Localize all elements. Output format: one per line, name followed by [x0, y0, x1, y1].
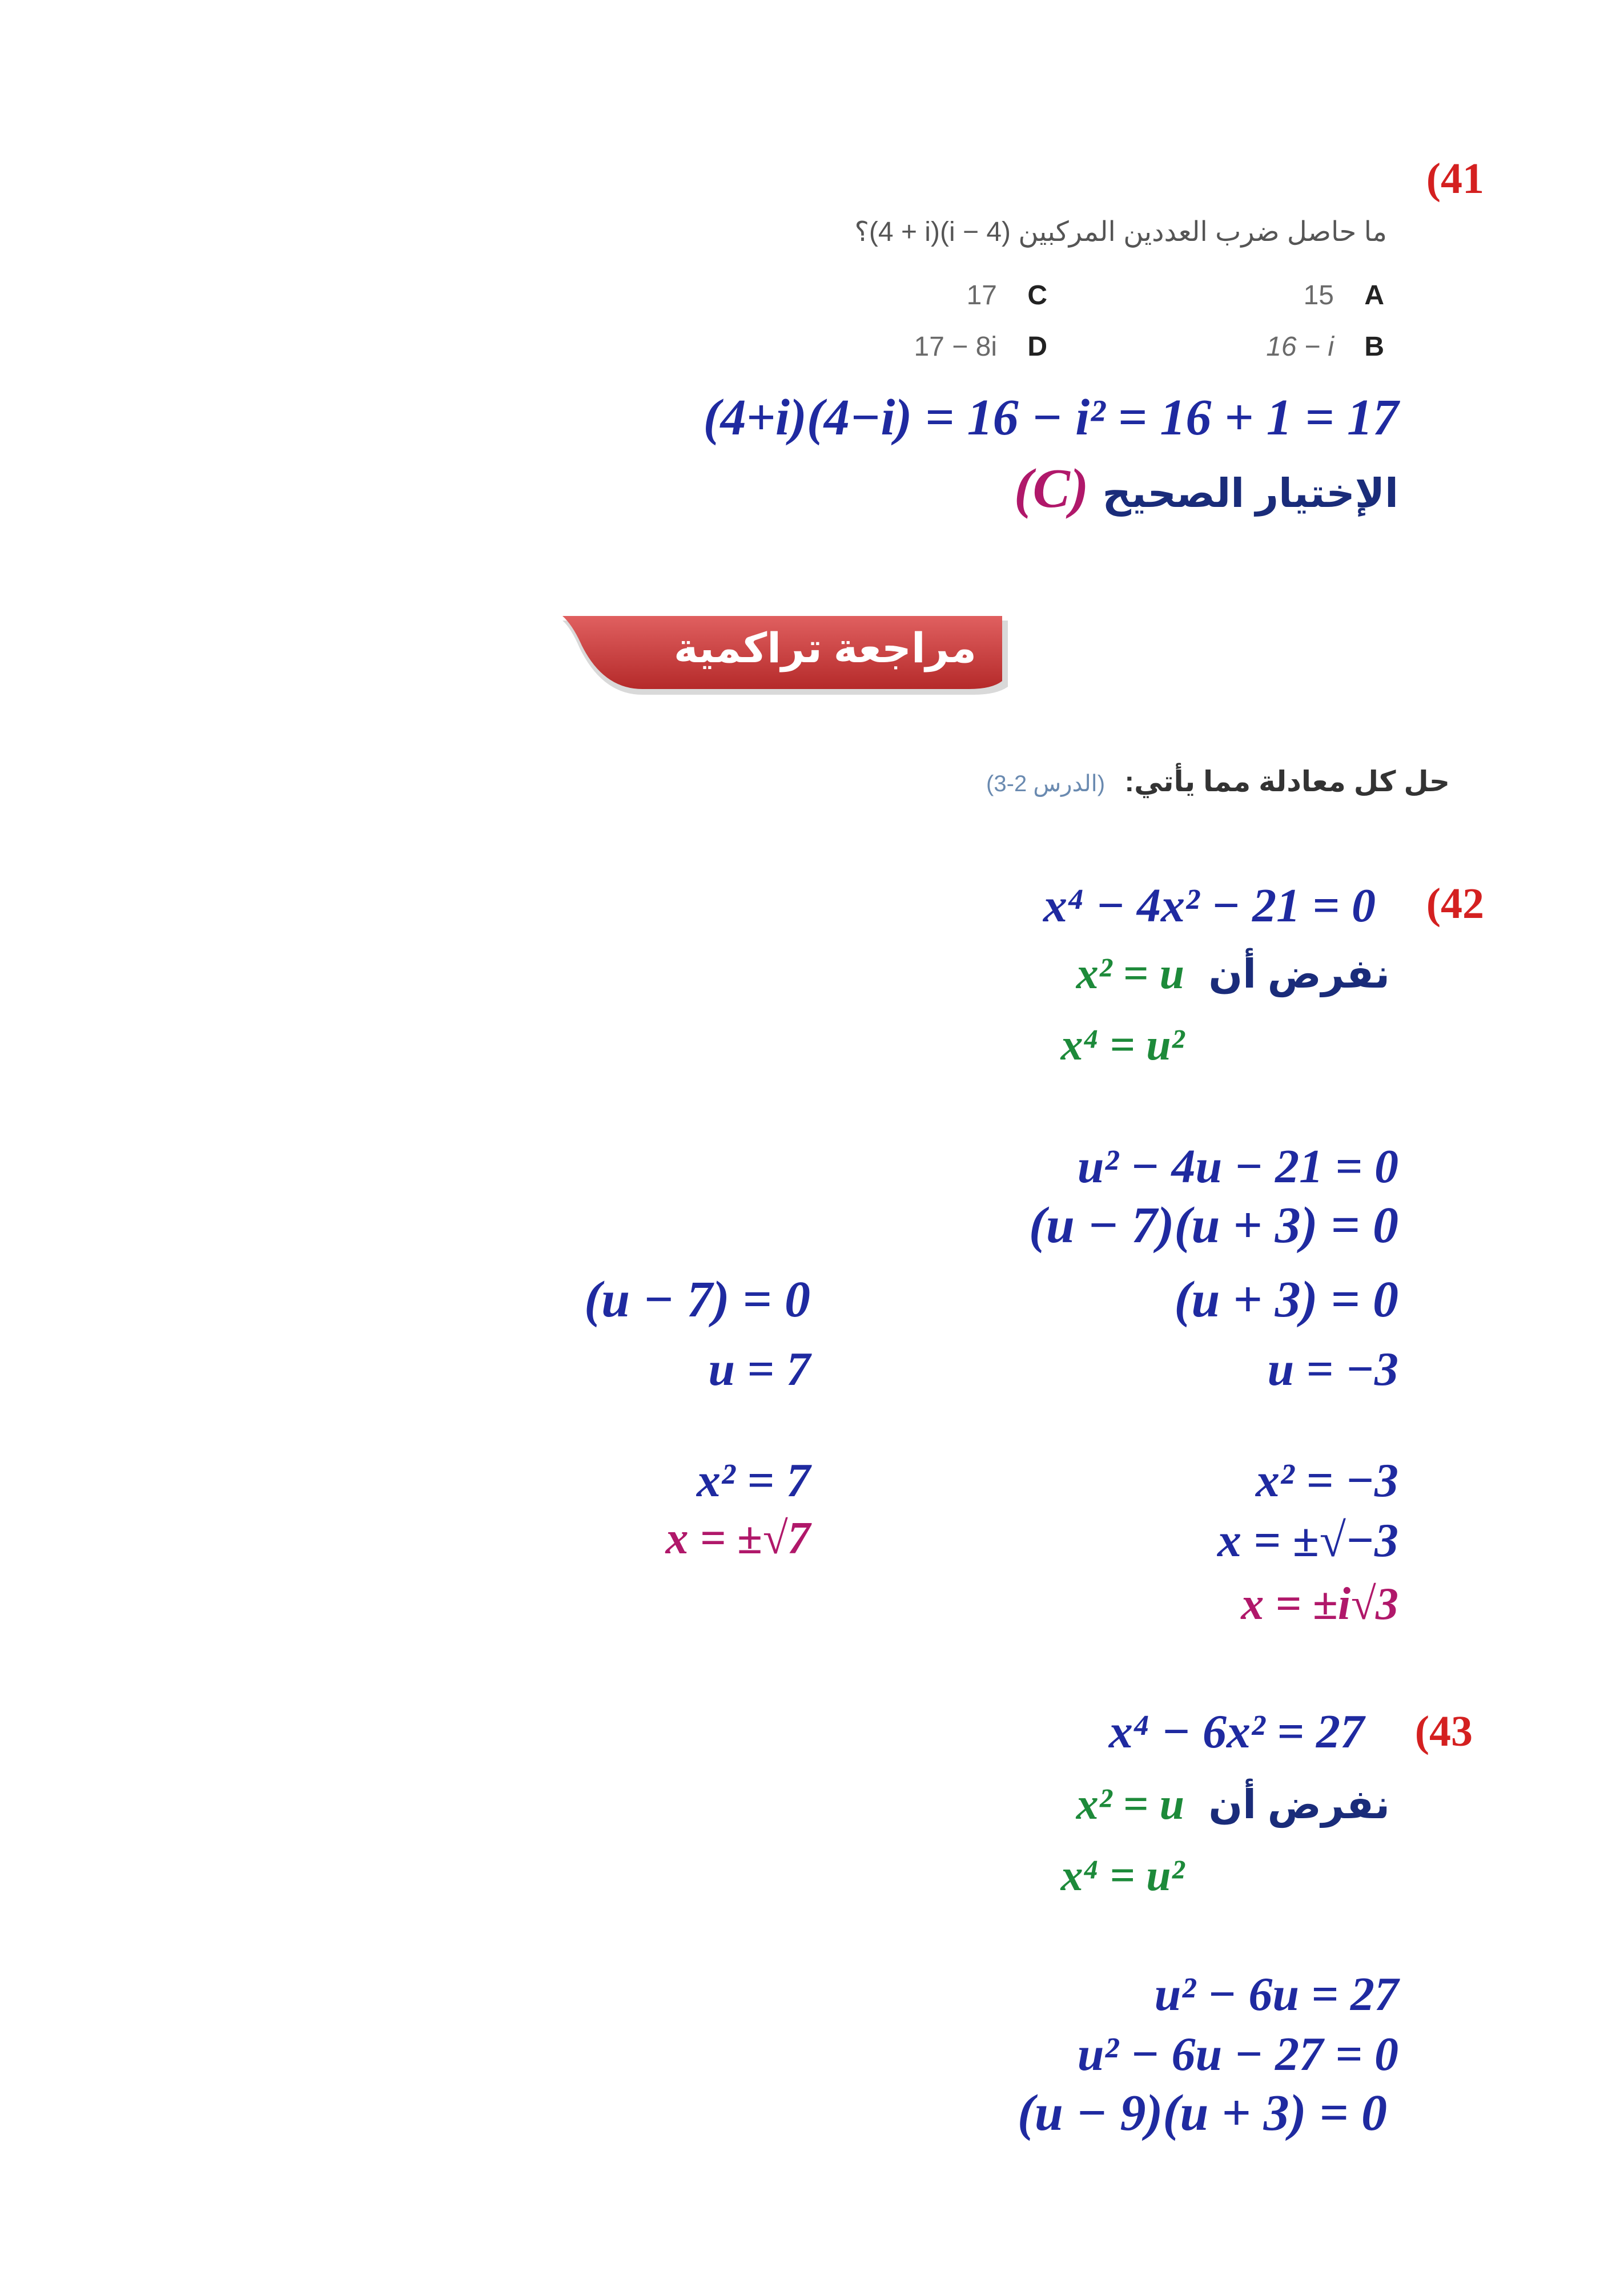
option-b [1266, 331, 1384, 362]
q42-left-4: x = ±√7 [665, 1513, 810, 1564]
q42-left-2: u = 7 [708, 1343, 810, 1396]
option-a-letter: A [1364, 280, 1384, 311]
q42-right-1: (u + 3) = 0 [1174, 1271, 1398, 1328]
q43-substitution-2: x⁴ = u² [1060, 1850, 1184, 1900]
q42-substitution-2: x⁴ = u² [1060, 1020, 1184, 1069]
option-a [1304, 280, 1384, 311]
lesson-ref: (الدرس 2-3) [986, 771, 1106, 796]
question-41-text: ما حاصل ضرب العددين المركبين (4 − i)(4 + i)؟ [854, 217, 1387, 247]
q42-right-2: u = −3 [1267, 1343, 1398, 1396]
option-c-value: 17 [966, 280, 997, 311]
question-number-41: (41 [1426, 155, 1484, 203]
option-d-letter: D [1027, 332, 1047, 362]
q42-left-3: x² = 7 [696, 1454, 810, 1507]
question-41-solution: (4+i)(4−i) = 16 − i² = 16 + 1 = 17 [703, 389, 1398, 446]
answer-label: الإختيار الصحيح [1102, 471, 1398, 515]
q42-equation: x⁴ − 4x² − 21 = 0 [1043, 879, 1376, 932]
option-a-value: 15 [1303, 280, 1334, 311]
q42-step-1: u² − 4u − 21 = 0 [1077, 1140, 1398, 1193]
q42-right-4: x = ±√−3 [1217, 1514, 1398, 1567]
option-d-value: 17 − 8i [914, 332, 997, 362]
option-b-letter: B [1364, 332, 1384, 362]
q43-equation: x⁴ − 6x² = 27 [1108, 1705, 1364, 1758]
q42-right-5: x = ±i√3 [1241, 1579, 1398, 1629]
q42-assume-label: نفرض أن [1208, 952, 1390, 996]
q42-substitution-1: x² = u [1076, 948, 1184, 998]
q42-left-1: (u − 7) = 0 [584, 1271, 810, 1328]
q43-substitution-1: x² = u [1076, 1779, 1184, 1828]
q43-step-1: u² − 6u = 27 [1154, 1968, 1398, 2021]
q43-assume-label: نفرض أن [1208, 1782, 1390, 1827]
answer-value: (C) [1014, 458, 1089, 519]
option-b-value: 16 − i [1266, 332, 1334, 362]
option-c-letter: C [1027, 280, 1047, 311]
correct-answer-line [1014, 457, 1398, 521]
q43-step-2: u² − 6u − 27 = 0 [1077, 2028, 1398, 2081]
section-banner [562, 614, 1008, 699]
banner-title: مراجعة تراكمية [674, 626, 976, 671]
option-c [967, 280, 1047, 311]
question-number-42: (42 [1426, 880, 1484, 928]
instruction-text: حل كل معادلة مما يأتي: [1124, 766, 1450, 797]
question-number-43: (43 [1414, 1707, 1473, 1755]
option-d [914, 331, 1047, 362]
instruction [986, 765, 1450, 798]
q42-right-3: x² = −3 [1256, 1454, 1398, 1507]
q43-step-3: (u − 9)(u + 3) = 0 [1017, 2085, 1387, 2141]
q42-step-2: (u − 7)(u + 3) = 0 [1028, 1197, 1398, 1254]
